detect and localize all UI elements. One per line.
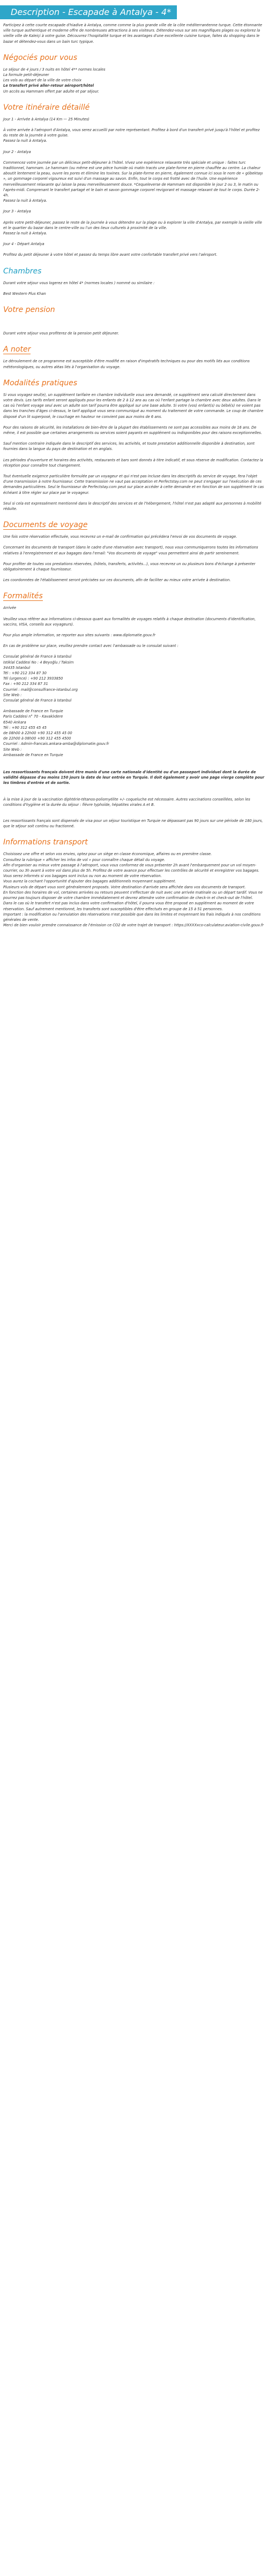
day-text: Commencez votre journée par un délicieux petit-déjeuner à l'hôtel. Vivez une expérience relaxante très spéciale et unique : faites turc traditionnel, hammam. Le hammam (ou même est une pièce humide où matin tracés une plate-forme en pierre chauffée au centre. La chaleur aboutit lentement la peau, ouvre les pores et élimine les toxines. Sur la plate-forme en pierre, également connue ici sous le nom de « göbektaşı », un gommage corporel vigoureux est suivi d'un massage au savon. Enfin, tout le corps est frotté avec de l'huile. Une expérience merveilleusement relaxante qui laisse la peau merveilleusement douce. *Cequeleverse de Hammam est disponible le jour 2 ou 3, le matin ou l'après-midi. Comprenant le transfert partagé et le bain et savon gommage corporel revigorant et massage relaxant de tout le corps. Durée 2-4h.	[3, 160, 263, 198]
transport-line: Vous aurez la cochant l'opportunité d'ajouter des bagages additionnels moyennant supplément.	[3, 879, 176, 884]
embassy-line: 6540 Ankara	[3, 720, 26, 725]
formalities-heading	[3, 591, 265, 601]
terms-paragraph: Pour des raisons de sécurité, les installations de bien-être de la plupart des établissements ne sont pas accessibles aux moins de 16 ans. De même, il est possible que certaines arrangements ou services soient payants en supplément ou indisponibles pour des raisons exceptionnelles.	[3, 425, 262, 435]
included-list	[3, 67, 265, 94]
embassy-line: Paris Caddesi n° 70 - Kavaklıdere	[3, 714, 63, 719]
consulate-line: Fax : +90 212 334 87 31	[3, 682, 48, 687]
transport-line: Consultez la rubrique « afficher les infos de vol » pour connaître chaque détail du voyage.	[3, 857, 166, 862]
itinerary-day	[3, 209, 265, 236]
included-item: La formule petit-déjeuner	[3, 73, 49, 78]
itinerary-day	[3, 117, 265, 144]
day-text: Profitez du petit déjeuner à votre hôtel et passez du temps libre avant votre confortable transfert privé vers l'aéroport.	[3, 253, 218, 257]
transport-line: Afin d'organiser au mieux votre passage à l'aéroport, vous vous conformez de vous présenter 2h avant l'embarquement pour un vol moyen-courrier, ou 3h avant à votre vol dans plus de 5h. Profitez de votre avance pour effectuer les contrôles de sécurité et enregistrer vos bagages.	[3, 863, 259, 873]
page	[0, 5, 268, 933]
travel-docs-paragraph: Les coordonnées de l'établissement seront précisées sur ces documents, afin de faciliter au mieux votre arrivée à destination.	[3, 578, 231, 583]
itinerary-heading: Votre itinéraire détaillé	[3, 103, 90, 112]
note-heading	[3, 345, 265, 354]
embassy-line: Site Web :	[3, 747, 22, 752]
consulate-line: Consulat général de France à Istanbul	[3, 654, 72, 659]
day-night: Passez la nuit à Antalya.	[3, 231, 47, 236]
hotel-name: Best Western Plus Khan	[3, 291, 46, 296]
consulate-line: Site Web :	[3, 692, 22, 697]
included-item: Le transfert privé aller-retour aéroport/hôtel	[3, 83, 94, 88]
formalities-sub: Arrivée	[3, 606, 17, 611]
consulate-line: 34435 Istanbul	[3, 665, 31, 670]
rooms-text: Durant votre séjour vous logerez en hôtel 4* (normes locales ) nommé ou similaire :	[3, 280, 155, 285]
transport-line: Important : la modification ou l'annulation des réservations n'est possible que dans les limites et moyennant les frais indiqués à nos conditions générales de vente.	[3, 912, 261, 922]
note-heading-text: A noter	[3, 345, 31, 354]
day-title: Jour 4 - Départ Antalya	[3, 242, 44, 247]
consulate-line: Courriel : mail@consulfrance-istanbul.org	[3, 687, 78, 692]
travel-docs-heading-text: Documents de voyage	[3, 521, 88, 530]
itinerary-day	[3, 241, 265, 257]
embassy-line: Ambassade de France en Turquie	[3, 752, 63, 757]
day-title: Jour 1 - Arrivée à Antalya (14 Km — 25 Minutes)	[3, 117, 90, 121]
terms-paragraph: Tout éventuelle exigence particulière formulée par un voyageur et qui n'est pas incluse dans les descriptifs du service de voyage, fera l'objet d'une transmission à notre fournisseur. Cette transmission ne vaut pas acceptation et Perfectstay.com ne peut s'engager sur l'exécution de ces demandes particulières. Seul le fournisseur de Perfectstay.com peut sur place accéder à cette demande et en fonction de son supplément le cas échéant à titre régler sur place par le voyageur.	[3, 474, 264, 495]
day-title: Jour 2 - Antalya	[3, 149, 31, 154]
embassy-line: de 08h00 à 22h00 +90 312 455 45 00	[3, 731, 72, 736]
travel-docs-paragraph: Concernant les documents de transport (dans le cadre d'une réservation avec transport), nous vous communiquerons toutes les informations relatives à l'enregistrement et aux bagages dans l'email: "Vos documents de voyage" vous permettent ainsi de partir sereinement.	[3, 545, 258, 555]
consulate-block	[3, 654, 265, 703]
included-heading: Négociés pour vous	[3, 53, 78, 62]
visa-text: Les ressortissants français sont dispensés de visa pour un séjour touristique en Turquie ne dépassant pas 90 jours sur une période de 180 jours, que le séjour soit continu ou fractionné.	[3, 819, 263, 829]
travel-docs-heading	[3, 520, 265, 530]
main-content	[0, 19, 268, 933]
embassy-line: Courriel : Admin-francais.ankara-amba@diplomatie.gouv.fr	[3, 742, 109, 746]
note-text: Le déroulement de ce programme est susceptible d'être modifié en raison d'impératifs techniques ou pour des motifs liés aux conditions météorologiques, ou autres aléas liés à l'organisation du voyage.	[3, 359, 250, 369]
day-text: À votre arrivée à l'aéroport d'Antalya, vous serez accueilli par notre représentant. Profitez à bord d'un transfert privé jusqu'à l'hôtel et profitez du reste de la journée à votre guise.	[3, 128, 260, 138]
terms-heading: Modalités pratiques	[3, 378, 78, 387]
embassy-line: de 22h00 à 08h00 +90 312 455 4500	[3, 736, 71, 741]
consulate-line: Tél (urgence) : +90 212 3933850	[3, 676, 63, 681]
included-item: Un accès au Hammam offert par adulte et par séjour.	[3, 89, 99, 94]
terms-paragraph: Si vous voyagez seul(e), un supplément tarifaire en chambre individuelle vous sera demandé, ce supplément sera calculé directement dans votre devis. Les tarifs enfant seront appliqués pour les enfants de 2 à 12 ans au cas où l'enfant partage la chambre avec deux adultes. Dans le cas où l'enfant voyage seul avec un adulte son tarif pourra être appliqué sur une base adulte. Si votre (vos) enfant(s) ou bébé(s) ne voient pas dans les tranches d'âges ci-dessus, le tarif appliqué vous sera communiqué au moment du traitement de votre commande. Le coup de chambre disposé d'un lit superposé, le couchage en hauteur ne convient pas aux moins de 6 ans.	[3, 392, 264, 419]
consulate-line: Istiklal Caddesi No : 4 Beyoğlu / Taksim	[3, 660, 74, 665]
travel-docs-paragraph: Une fois votre réservation effectuée, vous recevrez un e-mail de confirmation qui précédera l'envoi de vos documents de voyage.	[3, 535, 237, 539]
day-title: Jour 3 - Antalya	[3, 209, 31, 214]
embassy-line: Tél : +90 312 455 45 45	[3, 725, 47, 730]
intro-paragraph: Participez à cette courte escapade d'hiadive à Antalya, comme comme la plus grande ville de la côte méditerranéenne turque. Cette étonnante ville turque authentique et moderne offre de nombreuses attractions à ses visiteurs. Détendez-vous sur ses magnifiques plages ou explorez la vieille ville de Kaleiçi à votre guise. Découvrez l'hospitalité turque et les avantages d'une excellente cuisine turque, faites du shopping dans le bazar et détendez-vous dans un bain turc typique.	[3, 23, 262, 44]
vaccine-text: À la mise à jour de la vaccination diphtérie-tétanos-poliomyélite +/- coqueluche est nécessaire. Autres vaccinations conseillées, selon les conditions d'hygiène et la durée du séjour : fièvre typhoïde, hépatites virales A et B.	[3, 797, 250, 807]
transport-line: Choisissez une offre et selon vos envies, optez pour un siège en classe économique, affaires ou en première classe.	[3, 852, 212, 857]
embassy-block	[3, 708, 265, 758]
day-night: Passez la nuit à Antalya.	[3, 139, 47, 143]
id-requirements-notice: Les ressortissants français doivent être munis d'une carte nationale d'identité ou d'un passeport individuel dont la durée de validité dépasse d'au moins 150 jours la date de leur entrée en Turquie. Il doit également y avoir une page vierge complète pour les timbres d'entrée et de sortie.	[3, 770, 265, 786]
embassy-line: Ambassade de France en Turquie	[3, 709, 63, 714]
included-item: Le séjour de 4 jours / 3 nuits en hôtel 4** normes locales	[3, 67, 106, 72]
consulate-line: Tél : +90 212 334 87 30	[3, 671, 47, 675]
transport-line: En fonction des horaires de vol, certaines arrivées ou retours peuvent s'effectuer de nuit avec une arrivée matinale ou un départ tardif. Vous ne pourrez pas toujours disposer de votre chambre immédiatement et devrez attendre votre confirmation de check-in et check-out de l'hôtel.	[3, 890, 263, 901]
terms-paragraph: Seul si cela est expressément mentionné dans le descriptif des services et de l'hébergement, l'hôtel n'est pas adapté aux personnes à mobilité réduite.	[3, 501, 262, 511]
formalities-heading-text: Formalités	[3, 592, 43, 601]
day-night: Passez la nuit à Antalya.	[3, 199, 47, 203]
transport-block	[3, 851, 265, 928]
page-title: Description - Escapade à Antalya - 4*	[0, 5, 177, 19]
transport-line: Plusieurs vols de départ vous sont généralement proposés. Votre destination d'arrivée sera affichée dans vos documents de transport.	[3, 885, 246, 889]
itinerary-day	[3, 149, 265, 204]
transport-line: Vous serez informés si vos bagages sont inclus ou non au moment de votre réservation.	[3, 874, 162, 879]
terms-paragraph: Les périodes d'ouverture et horaires des activités, restaurants et bars sont donnés à titre indicatif, et sous réserve de modification. Contactez la réception pour connaître tout changement.	[3, 458, 263, 468]
terms-paragraph: Sauf mention contraire indiquée dans le descriptif des services, les activités, et toute prestation additionnelle disponible à destination, sont fournies dans la langue du pays de destination et en anglais.	[3, 441, 255, 452]
formalities-paragraph: En cas de problème sur place, veuillez prendre contact avec l'ambassade ou le consulat suivant :	[3, 644, 178, 649]
pension-text: Durant votre séjour vous profiterez de la pension petit déjeuner.	[3, 331, 119, 336]
travel-docs-paragraph: Pour profiter de toutes vos prestations réservées, (hôtels, transferts, activités...), vous recevrez un ou plusieurs bons d'échange à présenter obligatoirement à chaque fournisseur.	[3, 561, 256, 571]
transport-line: Dans le cas où le transfert n'est pas inclus dans votre confirmation d'hôtel, il pourra vous être proposé en supplément au moment de votre réservation. Sauf autrement mentionné, les transferts sont susceptibles d'être effectués en groupe de 15 à 51 personnes.	[3, 901, 254, 911]
pension-heading: Votre pension	[3, 306, 55, 315]
day-text: Après votre petit-déjeuner, passez le reste de la journée à vous détendre sur la plage ou à explorer la ville d'Antalya, par exemple la vieille ville et le quartier du bazar dans le centre-ville ou l'un des lieux culturels à proximité de la ville.	[3, 220, 262, 230]
transport-heading: Informations transport	[3, 838, 88, 847]
included-item: Les vols au départ de la ville de votre choix	[3, 78, 81, 83]
consulate-line: Consulat général de France à Istanbul	[3, 698, 72, 703]
transport-line: Merci de bien vouloir prendre connaissance de l'émission ce CO2 de votre trajet de transport : https://XXXXxco-calculateur.aviation-civile.gouv.fr	[3, 923, 264, 928]
rooms-heading: Chambres	[3, 266, 42, 276]
formalities-paragraph: Pour plus ample information, se reporter aux sites suivants : www.diplomatie.gouv.fr	[3, 632, 155, 637]
formalities-paragraph: Veuillez vous référer aux informations ci-dessous quant aux formalités de voyages relatifs à chaque destination (documents d'identification, vaccins, VISA, conseils aux voyageurs).	[3, 616, 256, 627]
